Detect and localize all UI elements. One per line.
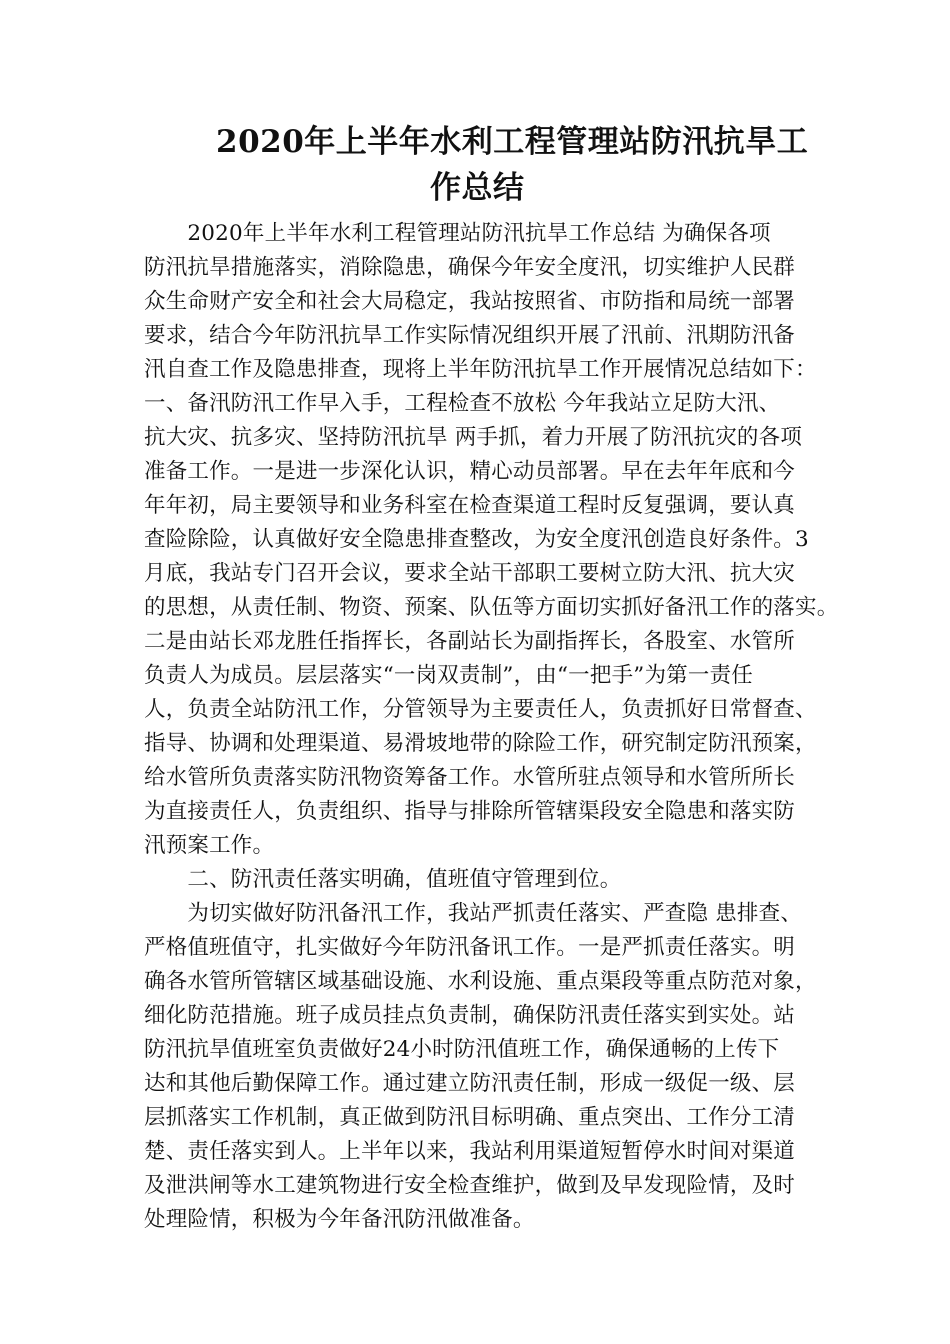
body-line: 指导、协调和处理渠道、易滑坡地带的除险工作，研究制定防汛预案，	[144, 731, 817, 756]
body-line: 月底，我站专门召开会议，要求全站干部职工要树立防大汛、抗大灾	[144, 561, 796, 586]
body-line: 为直接责任人，负责组织、指导与排除所管辖渠段安全隐患和落实防	[144, 799, 796, 824]
body-line: 达和其他后勤保障工作。通过建立防汛责任制，形成一级促一级、层	[144, 1071, 796, 1096]
body-line: 楚、责任落实到人。上半年以来，我站利用渠道短暂停水时间对渠道	[144, 1139, 796, 1164]
body-line: 二是由站长邓龙胜任指挥长，各副站长为副指挥长，各股室、水管所	[144, 629, 796, 654]
section-heading: 二、防汛责任落实明确，值班值守管理到位。	[144, 867, 622, 892]
body-line: 2020年上半年水利工程管理站防汛抗旱工作总结 为确保各项	[144, 221, 771, 246]
body-line: 给水管所负责落实防汛物资筹备工作。水管所驻点领导和水管所所长	[144, 765, 796, 790]
body-line: 细化防范措施。班子成员挂点负责制，确保防汛责任落实到实处。站	[144, 1003, 796, 1028]
body-line: 的思想，从责任制、物资、预案、队伍等方面切实抓好备汛工作的落实。	[144, 595, 839, 620]
body-line: 汛自查工作及隐患排查，现将上半年防汛抗旱工作开展情况总结如下：	[144, 357, 817, 382]
body-line: 严格值班值守，扎实做好今年防汛备讯工作。一是严抓责任落实。明	[144, 935, 796, 960]
document-title-line-1: 2020年上半年水利工程管理站防汛抗旱工	[216, 124, 809, 160]
body-line: 层抓落实工作机制，真正做到防汛目标明确、重点突出、工作分工清	[144, 1105, 796, 1130]
body-line: 确各水管所管辖区域基础设施、水利设施、重点渠段等重点防范对象，	[144, 969, 817, 994]
body-line: 汛预案工作。	[144, 833, 275, 858]
body-line: 人，负责全站防汛工作，分管领导为主要责任人，负责抓好日常督查、	[144, 697, 817, 722]
body-line: 负责人为成员。层层落实“一岗双责制”，由“一把手”为第一责任	[144, 663, 753, 688]
body-line: 防汛抗旱措施落实，消除隐患，确保今年安全度汛，切实维护人民群	[144, 255, 796, 280]
body-line: 及泄洪闸等水工建筑物进行安全检查维护，做到及早发现险情，及时	[144, 1173, 796, 1198]
body-line: 年年初，局主要领导和业务科室在检查渠道工程时反复强调，要认真	[144, 493, 796, 518]
body-line: 准备工作。一是进一步深化认识，精心动员部署。早在去年年底和今	[144, 459, 796, 484]
body-line: 一、备汛防汛工作早入手，工程检查不放松 今年我站立足防大汛、	[144, 391, 781, 416]
body-line: 要求，结合今年防汛抗旱工作实际情况组织开展了汛前、汛期防汛备	[144, 323, 796, 348]
body-line: 众生命财产安全和社会大局稳定，我站按照省、市防指和局统一部署	[144, 289, 796, 314]
body-line: 为切实做好防汛备汛工作，我站严抓责任落实、严查隐 患排查、	[144, 901, 803, 926]
body-line: 抗大灾、抗多灾、坚持防汛抗旱 两手抓，着力开展了防汛抗灾的各项	[144, 425, 803, 450]
body-line: 处理险情，积极为今年备汛防汛做准备。	[144, 1207, 535, 1232]
body-line: 防汛抗旱值班室负责做好24小时防汛值班工作，确保通畅的上传下	[144, 1037, 780, 1062]
body-line: 查险除险，认真做好安全隐患排查整改，为安全度汛创造良好条件。3	[144, 527, 809, 552]
document-title-line-2: 作总结	[430, 170, 525, 206]
